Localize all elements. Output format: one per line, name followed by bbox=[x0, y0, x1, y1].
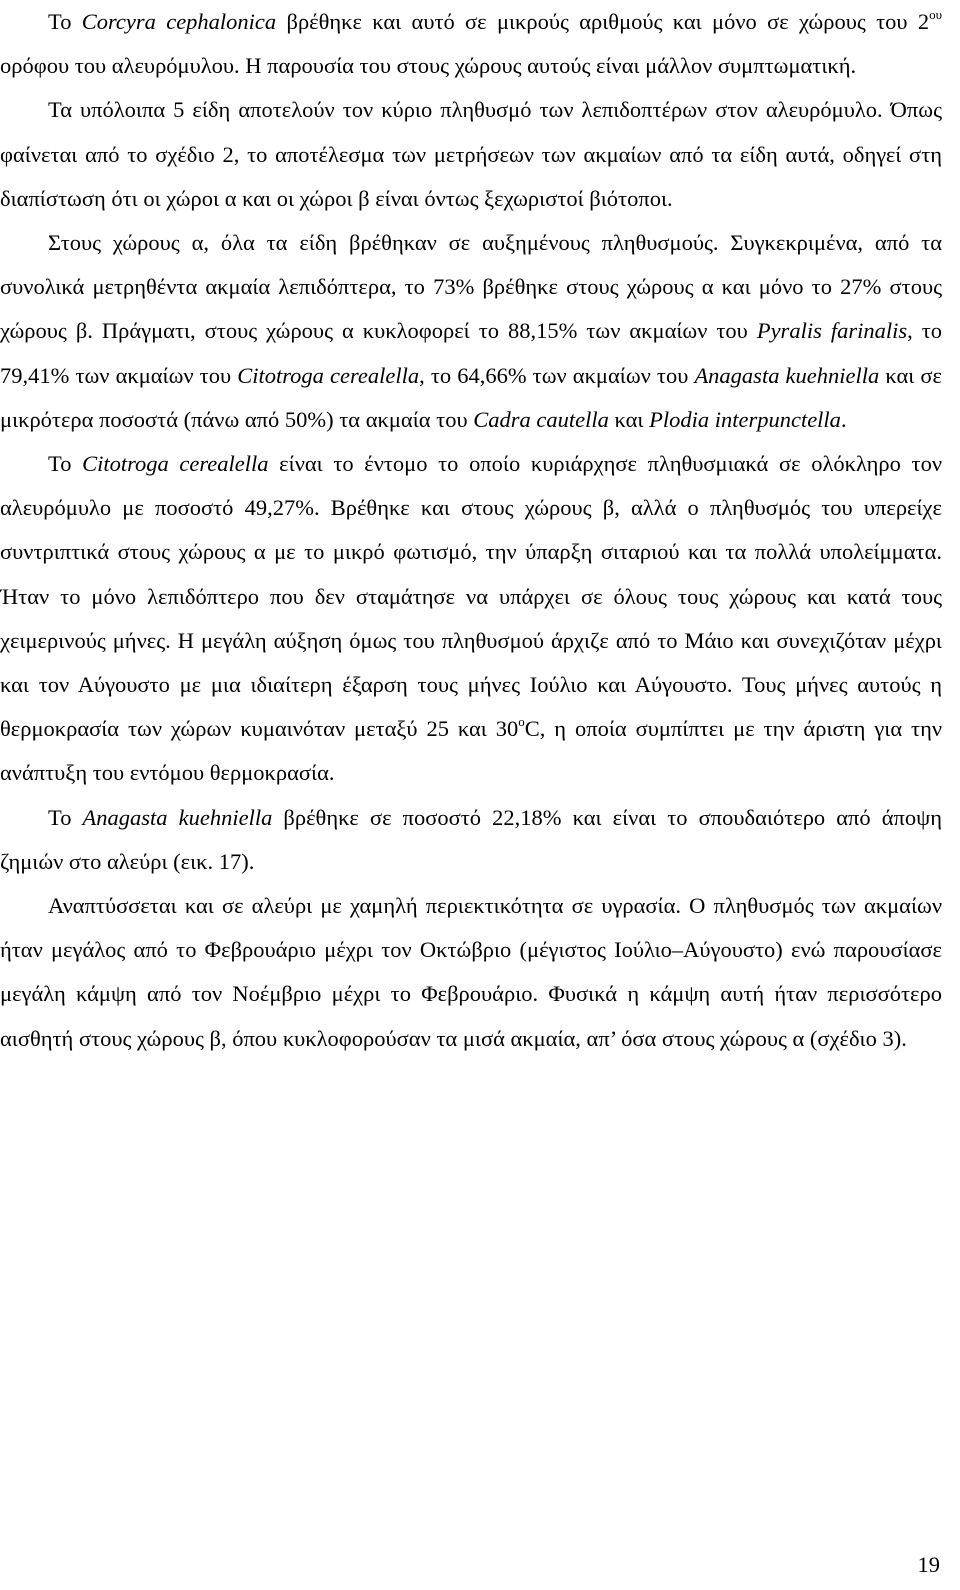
species-name: Anagasta kuehniella bbox=[694, 362, 880, 388]
superscript: o bbox=[518, 713, 525, 729]
species-name: Corcyra cephalonica bbox=[81, 9, 277, 34]
text-run: είναι το έντομο το οποίο κυριάρχησε πληθυσμιακά σε ολόκληρο τον αλευρόμυλο με ποσοστό 49,27%. Βρέθηκε και στους χώρους β, αλλά ο πληθυσμός του υπερείχε συντριπτικά στους χώρους α με το μικρό φωτισμό, την ύπαρξη σιταριού και τα πολλά υπολείμματα. Ήταν το μόνο λεπιδόπτερο που δεν σταμάτησε να υπάρχει σε όλους τους χώρους και κατά τους χειμερινούς μήνες. Η μεγάλη αύξηση όμως του πληθυσμού άρχιζε από το Μάιο και συνεχιζόταν μέχρι και τον Αύγουστο με μια ιδιαίτερη έξαρση τους μήνες Ιούλιο και Αύγουστο. Τους μήνες αυτούς η θερμοκρασία των χώρων κυμαινόταν μεταξύ 25 και 30 bbox=[0, 451, 942, 742]
species-name: Anagasta kuehniella bbox=[82, 804, 273, 830]
text-run: Αναπτύσσεται και σε αλεύρι με χαμηλή περιεκτικότητα σε υγρασία. Ο πληθυσμός των ακμαίων ήταν μεγάλος από το Φεβρουάριο μέχρι τον Οκτώβριο (μέγιστος Ιούλιο–Αύγουστο) ενώ παρουσίασε μεγάλη κάμψη από τον Νοέμβριο μέχρι το Φεβρουάριο. Φυσικά η κάμψη αυτή ήταν περισσότερο αισθητή στους χώρους β, όπου κυκλοφορούσαν τα μισά ακμαία, απ’ όσα στους χώρους α (σχέδιο 3). bbox=[0, 893, 942, 1051]
paragraph-spaces-alpha bbox=[0, 221, 942, 442]
species-name: Plodia interpunctella bbox=[649, 406, 841, 432]
species-name: Citotroga cerealella bbox=[82, 451, 269, 477]
text-run: , το 79,41% των ακμαίων του bbox=[0, 318, 943, 388]
superscript: ου bbox=[929, 6, 943, 22]
text-run: Το bbox=[48, 9, 82, 34]
text-run: Στους χώρους α, όλα τα είδη βρέθηκαν σε αυξημένους πληθυσμούς. Συγκεκριμένα, από τα συνολικά μετρηθέντα ακμαία λεπιδόπτερα, το 73% βρέθηκε στους χώρους α και μόνο το 27% στους χώρους β. Πράγματι, στους χώρους α κυκλοφορεί το 88,15% των ακμαίων του bbox=[0, 230, 942, 344]
text-run: και σε μικρότερα ποσοστά (πάνω από 50%) τα ακμαία του bbox=[0, 362, 942, 432]
paragraph-citotroga bbox=[0, 442, 942, 796]
species-name: Citotroga cerealella bbox=[237, 362, 420, 388]
paragraph-corcyra bbox=[0, 0, 942, 88]
text-run: βρέθηκε και αυτό σε μικρούς αριθμούς και μόνο σε χώρους του 2 bbox=[276, 9, 930, 34]
page-number: 19 bbox=[917, 1552, 940, 1577]
text-run: C, η οποία συμπίπτει με την άριστη για την ανάπτυξη του εντόμου θερμοκρασία. bbox=[0, 716, 943, 786]
text-run: Το bbox=[48, 804, 83, 830]
paragraph-development bbox=[0, 884, 942, 1061]
text-run: Τα υπόλοιπα 5 είδη αποτελούν τον κύριο πληθυσμό των λεπιδοπτέρων στον αλευρόμυλο. Όπως φαίνεται από το σχέδιο 2, το αποτέλεσμα των μετρήσεων των ακμαίων από τα είδη αυτά, οδηγεί στη διαπίστωση ότι οι χώροι α και οι χώροι β είναι όντως ξεχωριστοί βιότοποι. bbox=[0, 97, 942, 211]
text-run: . bbox=[840, 406, 847, 432]
text-run: Το bbox=[48, 451, 83, 477]
species-name: Cadra cautella bbox=[473, 406, 609, 432]
text-run: ορόφου του αλευρόμυλου. Η παρουσία του στους χώρους αυτούς είναι μάλλον συμπτωματική. bbox=[0, 53, 857, 79]
text-run: βρέθηκε σε ποσοστό 22,18% και είναι το σπουδαιότερο από άποψη ζημιών στο αλεύρι (εικ. 17). bbox=[0, 804, 942, 874]
paragraph-anagasta bbox=[0, 796, 942, 884]
text-run: και bbox=[608, 406, 650, 432]
text-run: , το 64,66% των ακμαίων του bbox=[419, 362, 695, 388]
paragraph-five-species bbox=[0, 88, 942, 221]
species-name: Pyralis farinalis bbox=[756, 318, 908, 344]
